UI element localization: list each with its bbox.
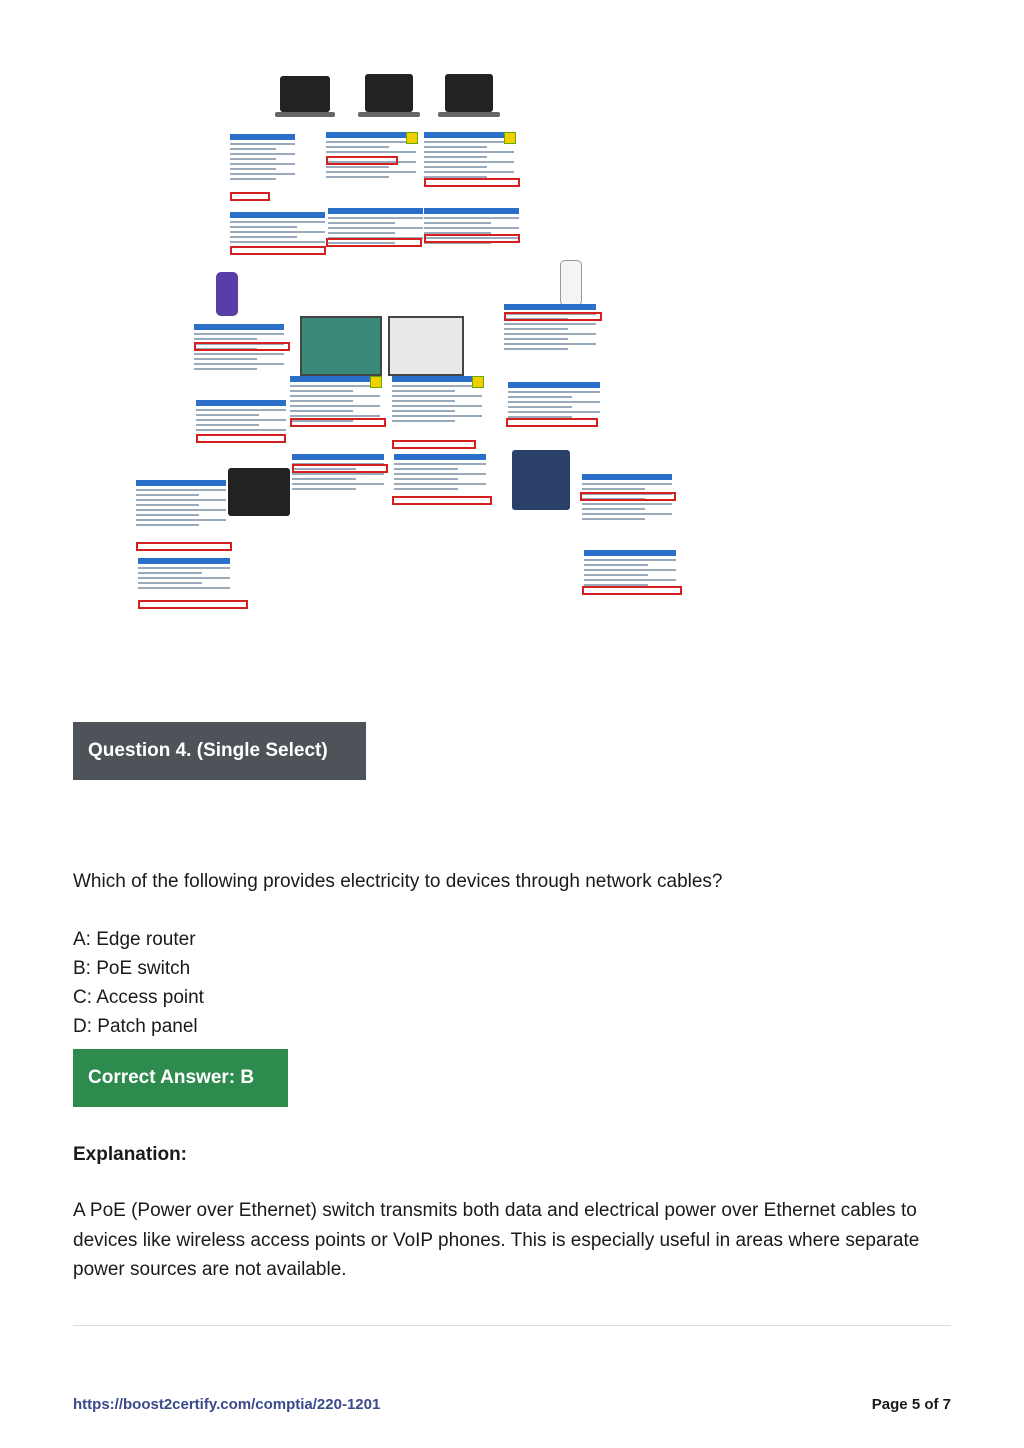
selection-highlight xyxy=(582,586,682,595)
explanation-title: Explanation: xyxy=(73,1144,188,1165)
footer-url-link[interactable]: https://boost2certify.com/comptia/220-1201 xyxy=(73,1396,381,1413)
correct-answer-badge: Correct Answer: B xyxy=(73,1049,288,1107)
pointer-icon xyxy=(472,376,484,388)
page-number: Page 5 of 7 xyxy=(871,1396,951,1413)
selection-highlight xyxy=(292,464,388,473)
divider xyxy=(73,1325,951,1326)
laptop-base xyxy=(275,112,335,117)
selection-highlight xyxy=(326,238,422,247)
option-c: C: Access point xyxy=(73,987,204,1008)
option-b: B: PoE switch xyxy=(73,958,191,979)
answer-options xyxy=(73,925,204,1041)
selection-highlight xyxy=(580,492,676,501)
selection-highlight xyxy=(136,542,232,551)
issue-dropdown xyxy=(326,132,416,202)
selection-highlight xyxy=(392,440,476,449)
solution-dropdown xyxy=(584,550,676,604)
phone-image xyxy=(560,260,582,306)
troubleshooting-diagram-image xyxy=(130,66,690,616)
issue-dropdown xyxy=(194,324,284,396)
question-header: Question 4. (Single Select) xyxy=(73,722,366,780)
issue-dropdown xyxy=(582,474,672,544)
issue-dropdown xyxy=(392,376,482,446)
solution-dropdown xyxy=(196,400,286,452)
question-text: Which of the following provides electricity to devices through network cables? xyxy=(73,871,723,892)
explanation-text: A PoE (Power over Ethernet) switch transmits both data and electrical power over Ethernet cables to devices like wireless access points or VoIP phones. This is especially useful in areas where separate power sources are not available. xyxy=(73,1200,920,1280)
selection-highlight xyxy=(194,342,290,351)
selection-highlight xyxy=(196,434,286,443)
selection-highlight xyxy=(138,600,248,609)
laptop-base xyxy=(438,112,500,117)
solution-dropdown xyxy=(292,454,384,508)
projector-screen-image xyxy=(300,316,382,376)
laptop-image xyxy=(365,74,413,112)
solution-dropdown xyxy=(328,208,423,262)
laptop-image xyxy=(280,76,330,112)
monitor-image xyxy=(512,450,570,510)
selection-highlight xyxy=(504,312,602,321)
selection-highlight xyxy=(290,418,386,427)
solution-dropdown xyxy=(508,382,600,436)
selection-highlight xyxy=(230,192,270,201)
issue-dropdown xyxy=(290,376,380,446)
phone-image xyxy=(216,272,238,316)
selection-highlight xyxy=(326,156,398,165)
issue-dropdown xyxy=(136,480,226,550)
projector-screen-image xyxy=(388,316,464,376)
pointer-icon xyxy=(406,132,418,144)
pointer-icon xyxy=(504,132,516,144)
option-a: A: Edge router xyxy=(73,929,196,950)
option-d: D: Patch panel xyxy=(73,1016,198,1037)
selection-highlight xyxy=(392,496,492,505)
pointer-icon xyxy=(370,376,382,388)
issue-dropdown xyxy=(424,132,514,202)
selection-highlight xyxy=(424,234,520,243)
selection-highlight xyxy=(230,246,326,255)
selection-highlight xyxy=(506,418,598,427)
selection-highlight xyxy=(424,178,520,187)
laptop-image xyxy=(445,74,493,112)
laptop-base xyxy=(358,112,420,117)
solution-dropdown xyxy=(230,212,325,266)
monitor-image xyxy=(228,468,290,516)
